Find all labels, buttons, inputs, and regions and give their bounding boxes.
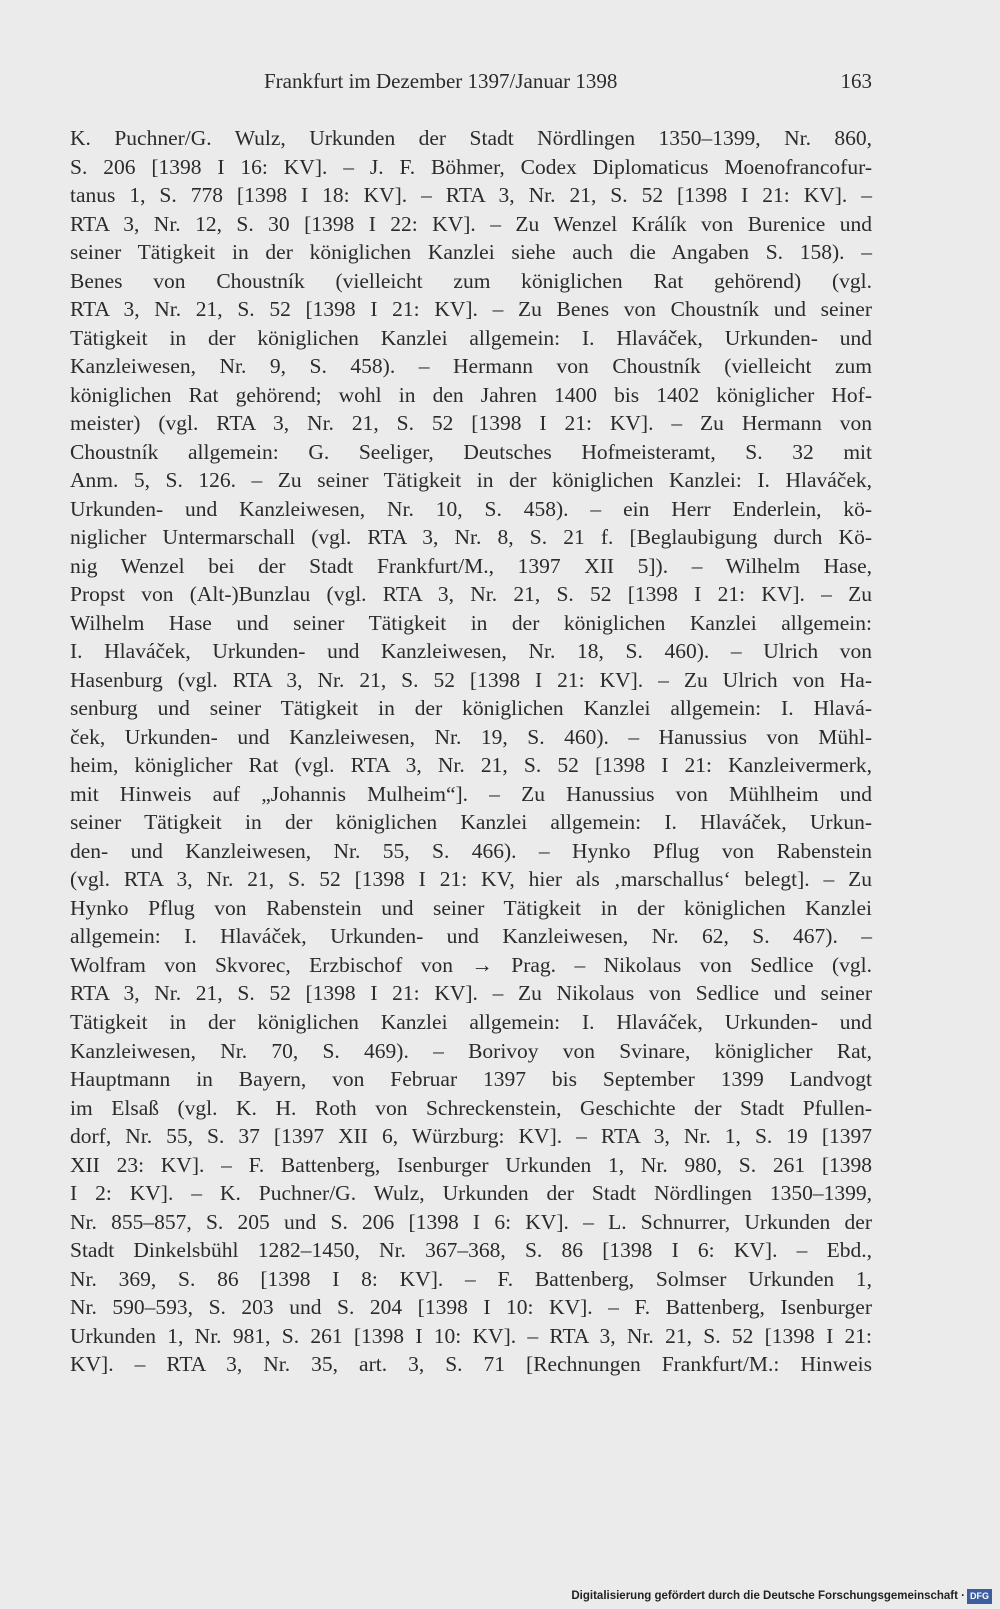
footnote-text-block <box>70 124 872 1379</box>
running-title: Frankfurt im Dezember 1397/Januar 1398 <box>264 69 618 93</box>
text-line: senburg und seiner Tätigkeit in der königlichen Kanzlei allgemein: I. Hlavá- <box>70 696 872 721</box>
text-line: KV]. – RTA 3, Nr. 35, art. 3, S. 71 [Rechnungen Frankfurt/M.: Hinweis <box>70 1352 872 1377</box>
text-line: ček, Urkunden- und Kanzleiwesen, Nr. 19, S. 460). – Hanussius von Mühl- <box>70 724 872 749</box>
text-line: Nr. 369, S. 86 [1398 I 8: KV]. – F. Battenberg, Solmser Urkunden 1, <box>70 1266 872 1291</box>
text-line: Urkunden- und Kanzleiwesen, Nr. 10, S. 458). – ein Herr Enderlein, kö- <box>70 496 872 521</box>
text-line: Tätigkeit in der königlichen Kanzlei allgemein: I. Hlaváček, Urkunden- und <box>70 1009 872 1034</box>
text-line: Anm. 5, S. 126. – Zu seiner Tätigkeit in der königlichen Kanzlei: I. Hlaváček, <box>70 468 872 493</box>
text-line: niglicher Untermarschall (vgl. RTA 3, Nr. 8, S. 21 f. [Beglaubigung durch Kö- <box>70 525 872 550</box>
text-line: Kanzleiwesen, Nr. 70, S. 469). – Borivoy von Svinare, königlicher Rat, <box>70 1038 872 1063</box>
text-line: Propst von (Alt-)Bunzlau (vgl. RTA 3, Nr. 21, S. 52 [1398 I 21: KV]. – Zu <box>70 582 872 607</box>
text-line: Hasenburg (vgl. RTA 3, Nr. 21, S. 52 [1398 I 21: KV]. – Zu Ulrich von Ha- <box>70 667 872 692</box>
text-line: Wolfram von Skvorec, Erzbischof von → Prag. – Nikolaus von Sedlice (vgl. <box>70 952 872 977</box>
text-line: K. Puchner/G. Wulz, Urkunden der Stadt Nördlingen 1350–1399, Nr. 860, <box>70 126 872 150</box>
dfg-logo: DFG <box>967 1589 992 1604</box>
text-line: tanus 1, S. 778 [1398 I 18: KV]. – RTA 3, Nr. 21, S. 52 [1398 I 21: KV]. – <box>70 183 872 208</box>
text-line: S. 206 [1398 I 16: KV]. – J. F. Böhmer, Codex Diplomaticus Moenofrancofur- <box>70 154 872 179</box>
text-line: (vgl. RTA 3, Nr. 21, S. 52 [1398 I 21: KV, hier als ‚marschallus‘ belegt]. – Zu <box>70 867 872 892</box>
text-line: Stadt Dinkelsbühl 1282–1450, Nr. 367–368, S. 86 [1398 I 6: KV]. – Ebd., <box>70 1238 872 1263</box>
text-line: seiner Tätigkeit in der königlichen Kanzlei siehe auch die Angaben S. 158). – <box>70 240 872 265</box>
text-line: Choustník allgemein: G. Seeliger, Deutsches Hofmeisteramt, S. 32 mit <box>70 439 872 464</box>
text-line: Nr. 855–857, S. 205 und S. 206 [1398 I 6: KV]. – L. Schnurrer, Urkunden der <box>70 1209 872 1234</box>
text-line: im Elsaß (vgl. K. H. Roth von Schreckenstein, Geschichte der Stadt Pfullen- <box>70 1095 872 1120</box>
text-line: XII 23: KV]. – F. Battenberg, Isenburger Urkunden 1, Nr. 980, S. 261 [1398 <box>70 1152 872 1177</box>
credit-text: Digitalisierung gefördert durch die Deutsche Forschungsgemeinschaft · <box>571 1590 965 1602</box>
running-header <box>70 66 872 96</box>
text-line: Nr. 590–593, S. 203 und S. 204 [1398 I 10: KV]. – F. Battenberg, Isenburger <box>70 1295 872 1320</box>
page-number: 163 <box>840 69 872 93</box>
text-line: RTA 3, Nr. 21, S. 52 [1398 I 21: KV]. – Zu Benes von Choustník und seiner <box>70 297 872 322</box>
text-line: RTA 3, Nr. 21, S. 52 [1398 I 21: KV]. – Zu Nikolaus von Sedlice und seiner <box>70 981 872 1006</box>
text-line: allgemein: I. Hlaváček, Urkunden- und Kanzleiwesen, Nr. 62, S. 467). – <box>70 924 872 949</box>
text-line: Kanzleiwesen, Nr. 9, S. 458). – Hermann von Choustník (vielleicht zum <box>70 354 872 379</box>
text-line: seiner Tätigkeit in der königlichen Kanzlei allgemein: I. Hlaváček, Urkun- <box>70 810 872 835</box>
text-line: I. Hlaváček, Urkunden- und Kanzleiwesen, Nr. 18, S. 460). – Ulrich von <box>70 639 872 664</box>
text-line: heim, königlicher Rat (vgl. RTA 3, Nr. 21, S. 52 [1398 I 21: Kanzleivermerk, <box>70 753 872 778</box>
text-line: Hynko Pflug von Rabenstein und seiner Tätigkeit in der königlichen Kanzlei <box>70 895 872 920</box>
text-line: I 2: KV]. – K. Puchner/G. Wulz, Urkunden der Stadt Nördlingen 1350–1399, <box>70 1181 872 1206</box>
text-line: nig Wenzel bei der Stadt Frankfurt/M., 1397 XII 5]). – Wilhelm Hase, <box>70 553 872 578</box>
text-line: Urkunden 1, Nr. 981, S. 261 [1398 I 10: KV]. – RTA 3, Nr. 21, S. 52 [1398 I 21: <box>70 1323 872 1348</box>
text-line: Benes von Choustník (vielleicht zum königlichen Rat gehörend) (vgl. <box>70 268 872 293</box>
text-line: Hauptmann in Bayern, von Februar 1397 bis September 1399 Landvogt <box>70 1067 872 1092</box>
text-line: mit Hinweis auf „Johannis Mulheim“]. – Zu Hanussius von Mühlheim und <box>70 781 872 806</box>
digitization-credit <box>571 1587 992 1605</box>
text-line: dorf, Nr. 55, S. 37 [1397 XII 6, Würzburg: KV]. – RTA 3, Nr. 1, S. 19 [1397 <box>70 1124 872 1149</box>
text-line: den- und Kanzleiwesen, Nr. 55, S. 466). – Hynko Pflug von Rabenstein <box>70 838 872 863</box>
text-line: RTA 3, Nr. 12, S. 30 [1398 I 22: KV]. – Zu Wenzel Králík von Burenice und <box>70 211 872 236</box>
text-line: meister) (vgl. RTA 3, Nr. 21, S. 52 [1398 I 21: KV]. – Zu Hermann von <box>70 411 872 436</box>
text-line: Tätigkeit in der königlichen Kanzlei allgemein: I. Hlaváček, Urkunden- und <box>70 325 872 350</box>
text-line: Wilhelm Hase und seiner Tätigkeit in der königlichen Kanzlei allgemein: <box>70 610 872 635</box>
text-line: königlichen Rat gehörend; wohl in den Jahren 1400 bis 1402 königlicher Hof- <box>70 382 872 407</box>
